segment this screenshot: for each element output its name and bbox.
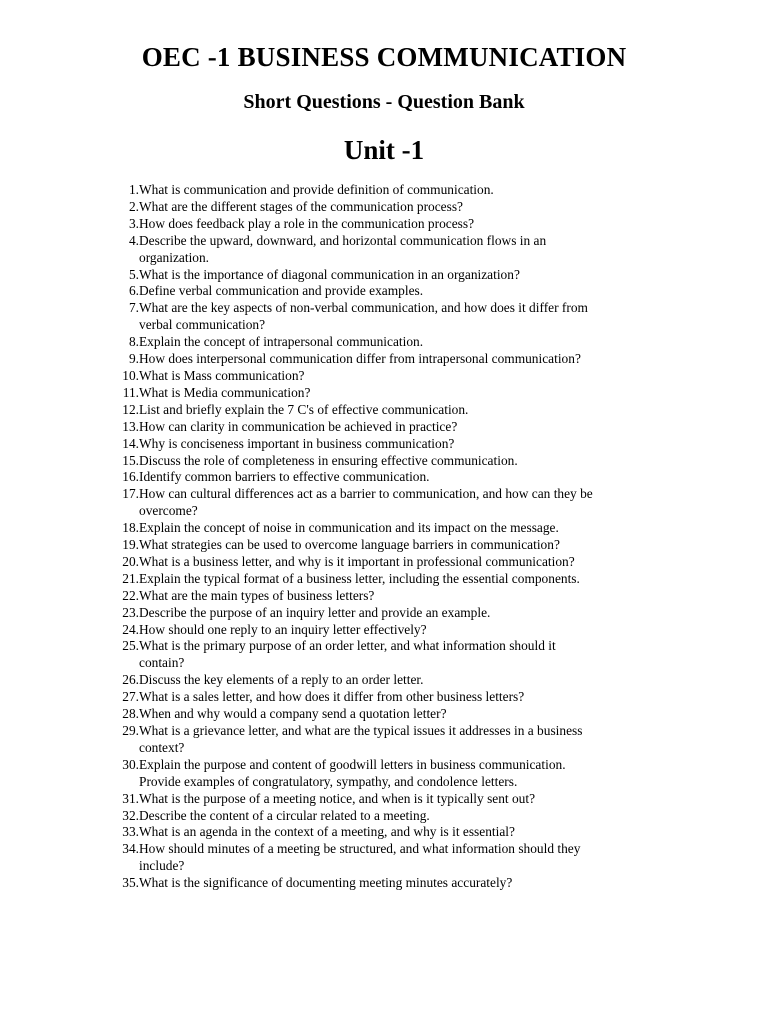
question-text — [139, 385, 672, 402]
question-text — [139, 554, 672, 571]
question-item — [112, 605, 672, 622]
question-line: organization. — [139, 249, 210, 265]
question-item — [112, 368, 672, 385]
question-item — [112, 436, 672, 453]
document-subtitle: Short Questions - Question Bank — [243, 91, 525, 113]
question-number: 32. — [122, 807, 139, 823]
question-number: 26. — [122, 672, 139, 688]
question-item — [112, 267, 672, 284]
question-list — [112, 182, 672, 892]
question-text — [139, 520, 672, 537]
question-number: 19. — [122, 537, 139, 553]
question-number: 24. — [122, 621, 139, 637]
question-item — [112, 537, 672, 554]
question-line: context? — [139, 739, 185, 755]
question-number: 21. — [122, 570, 139, 586]
question-number: 28. — [122, 706, 139, 722]
question-item — [112, 385, 672, 402]
question-number: 23. — [122, 604, 139, 620]
question-line: Why is conciseness important in business communication? — [139, 435, 455, 451]
question-number: 17. — [122, 486, 139, 502]
question-item — [112, 402, 672, 419]
question-number: 7. — [128, 300, 139, 316]
question-text — [139, 723, 672, 757]
question-line: Explain the typical format of a business letter, including the essential components. — [139, 570, 580, 586]
question-text — [139, 419, 672, 436]
question-number: 11. — [122, 384, 139, 400]
question-item — [112, 638, 672, 672]
question-item — [112, 723, 672, 757]
question-item — [112, 588, 672, 605]
question-line: Explain the concept of noise in communication and its impact on the message. — [139, 520, 559, 536]
question-number: 29. — [122, 723, 139, 738]
question-line: How can clarity in communication be achieved in practice? — [139, 418, 458, 434]
question-line: What is communication and provide definition of communication. — [139, 182, 494, 197]
question-text — [139, 791, 672, 808]
question-item — [112, 808, 672, 825]
question-text — [139, 638, 672, 672]
question-text — [139, 351, 672, 368]
question-text — [139, 588, 672, 605]
question-number: 13. — [122, 418, 139, 434]
question-item — [112, 520, 672, 537]
question-item — [112, 233, 672, 267]
question-line: Discuss the role of completeness in ensuring effective communication. — [139, 452, 518, 468]
question-text — [139, 300, 672, 334]
question-number: 14. — [122, 435, 139, 451]
question-line: What is the primary purpose of an order letter, and what information should it — [139, 638, 556, 654]
question-text — [139, 672, 672, 689]
question-line: Describe the purpose of an inquiry letter and provide an example. — [139, 604, 491, 620]
question-text — [139, 402, 672, 419]
question-line: What is a sales letter, and how does it differ from other business letters? — [139, 689, 525, 705]
question-text — [139, 436, 672, 453]
question-line: verbal communication? — [139, 317, 266, 333]
question-line: What is the significance of documenting meeting minutes accurately? — [139, 875, 513, 891]
question-item — [112, 622, 672, 639]
question-line: Identify common barriers to effective communication. — [139, 469, 430, 485]
question-number: 22. — [122, 587, 139, 603]
question-text — [139, 875, 672, 892]
question-line: Explain the purpose and content of goodwill letters in business communication. — [139, 756, 566, 772]
question-item — [112, 199, 672, 216]
question-text — [139, 605, 672, 622]
question-text — [139, 283, 672, 300]
question-line: How does interpersonal communication differ from intrapersonal communication? — [139, 351, 581, 367]
question-item — [112, 469, 672, 486]
question-text — [139, 571, 672, 588]
question-number: 15. — [122, 452, 139, 468]
question-number: 34. — [122, 841, 139, 857]
question-text — [139, 368, 672, 385]
question-text — [139, 182, 672, 199]
question-item — [112, 453, 672, 470]
question-line: Describe the upward, downward, and horizontal communication flows in an — [139, 232, 547, 248]
question-number: 6. — [128, 283, 139, 299]
question-line: contain? — [139, 655, 185, 671]
question-text — [139, 469, 672, 486]
question-text — [139, 453, 672, 470]
question-line: What is the purpose of a meeting notice, and when is it typically sent out? — [139, 790, 536, 806]
question-number: 1. — [128, 182, 139, 197]
question-item — [112, 672, 672, 689]
question-line: What strategies can be used to overcome language barriers in communication? — [139, 537, 560, 553]
question-text — [139, 199, 672, 216]
question-line: Define verbal communication and provide examples. — [139, 283, 424, 299]
question-text — [139, 486, 672, 520]
question-number: 20. — [122, 553, 139, 569]
question-item — [112, 486, 672, 520]
question-item — [112, 706, 672, 723]
question-line: What is Media communication? — [139, 384, 311, 400]
question-line: How should one reply to an inquiry letter effectively? — [139, 621, 427, 637]
question-item — [112, 841, 672, 875]
question-number: 10. — [122, 367, 139, 383]
question-line: What are the main types of business letters? — [139, 587, 375, 603]
question-item — [112, 300, 672, 334]
question-number: 5. — [128, 266, 139, 282]
question-line: What is the importance of diagonal communication in an organization? — [139, 266, 520, 282]
question-line: What are the key aspects of non-verbal communication, and how does it differ from — [139, 300, 588, 316]
question-line: When and why would a company send a quotation letter? — [139, 706, 447, 722]
question-item — [112, 283, 672, 300]
question-text — [139, 706, 672, 723]
question-line: overcome? — [139, 503, 198, 519]
question-item — [112, 824, 672, 841]
question-text — [139, 841, 672, 875]
question-item — [112, 757, 672, 791]
question-item — [112, 571, 672, 588]
question-item — [112, 791, 672, 808]
question-number: 9. — [128, 351, 139, 367]
question-text — [139, 267, 672, 284]
question-text — [139, 689, 672, 706]
question-item — [112, 334, 672, 351]
question-line: What is Mass communication? — [139, 367, 305, 383]
question-line: Provide examples of congratulatory, sympathy, and condolence letters. — [139, 773, 518, 789]
question-text — [139, 216, 672, 233]
question-text — [139, 233, 672, 267]
question-item — [112, 875, 672, 892]
question-line: How should minutes of a meeting be structured, and what information should they — [139, 841, 581, 857]
question-line: What is a grievance letter, and what are the typical issues it addresses in a business — [139, 723, 583, 738]
question-text — [139, 537, 672, 554]
question-number: 2. — [128, 198, 139, 214]
question-item — [112, 689, 672, 706]
question-number: 33. — [122, 824, 139, 840]
question-line: What is an agenda in the context of a meeting, and why is it essential? — [139, 824, 515, 840]
question-number: 16. — [122, 469, 139, 485]
question-number: 3. — [128, 215, 139, 231]
question-line: What are the different stages of the communication process? — [139, 198, 463, 214]
question-text — [139, 622, 672, 639]
question-number: 4. — [128, 232, 139, 248]
question-number: 12. — [122, 401, 139, 417]
question-number: 30. — [122, 756, 139, 772]
question-text — [139, 334, 672, 351]
question-number: 27. — [122, 689, 139, 705]
question-line: How can cultural differences act as a barrier to communication, and how can they be — [139, 486, 593, 502]
question-item — [112, 419, 672, 436]
question-number: 8. — [128, 334, 139, 350]
question-number: 18. — [122, 520, 139, 536]
question-line: What is a business letter, and why is it important in professional communication? — [139, 553, 575, 569]
question-number: 35. — [122, 875, 139, 891]
question-line: Discuss the key elements of a reply to an order letter. — [139, 672, 424, 688]
question-text — [139, 808, 672, 825]
question-text — [139, 757, 672, 791]
question-item — [112, 351, 672, 368]
question-item — [112, 554, 672, 571]
question-line: How does feedback play a role in the communication process? — [139, 215, 475, 231]
question-line: include? — [139, 858, 185, 874]
question-number: 31. — [122, 790, 139, 806]
question-item — [112, 216, 672, 233]
unit-heading: Unit -1 — [343, 135, 425, 165]
question-line: List and briefly explain the 7 C's of effective communication. — [139, 401, 469, 417]
question-number: 25. — [122, 638, 139, 654]
question-item — [112, 182, 672, 199]
question-line: Describe the content of a circular related to a meeting. — [139, 807, 430, 823]
question-line: Explain the concept of intrapersonal communication. — [139, 334, 424, 350]
document-title: OEC -1 BUSINESS COMMUNICATION — [141, 42, 627, 72]
question-text — [139, 824, 672, 841]
